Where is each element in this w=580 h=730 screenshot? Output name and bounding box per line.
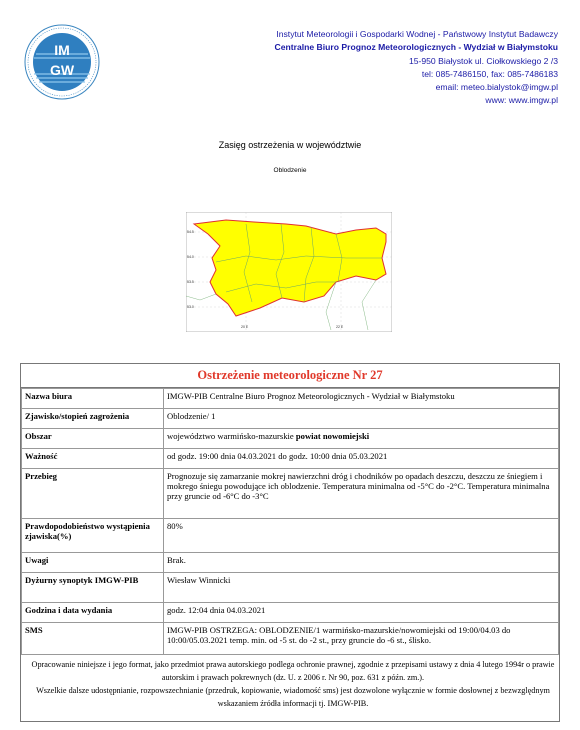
row-label: Zjawisko/stopień zagrożenia xyxy=(22,409,164,429)
header-email[interactable]: email: meteo.bialystok@imgw.pl xyxy=(435,82,558,93)
table-row xyxy=(22,623,559,655)
table-row xyxy=(22,449,559,469)
table-row xyxy=(22,573,559,603)
row-label: Ważność xyxy=(22,449,164,469)
row-label: Uwagi xyxy=(22,553,164,573)
row-value: IMGW-PIB Centralne Biuro Prognoz Meteorologicznych - Wydział w Białymstoku xyxy=(164,389,559,409)
logo-text-top: IM xyxy=(54,42,70,58)
row-label: Obszar xyxy=(22,429,164,449)
logo-text-bottom: GW xyxy=(49,62,75,78)
row-label: Dyżurny synoptyk IMGW-PIB xyxy=(22,573,164,603)
header-institute: Instytut Meteorologii i Gospodarki Wodnej - Państwowy Instytut Badawczy xyxy=(276,29,558,39)
row-label: Godzina i data wydania xyxy=(22,603,164,623)
area-region: województwo warmińsko-mazurskie xyxy=(167,431,294,441)
row-label: SMS xyxy=(22,623,164,655)
warning-panel xyxy=(20,363,560,722)
footer-copyright: Opracowanie niniejsze i jego format, jako przedmiot prawa autorskiego podlega ochronie prawnej, zgodnie z przepisami ustawy z dnia 4 lutego 1994r o prawie autorskim i prawach pokrewnych (dz. U. z 2006 r. Nr 90, poz. 631 z późn. zm.). xyxy=(31,660,555,682)
header-website[interactable]: www: www.imgw.pl xyxy=(485,95,558,106)
institute-header xyxy=(178,28,558,108)
imgw-logo-icon xyxy=(24,24,100,100)
table-row xyxy=(22,429,559,449)
lon-label-2: 22 E xyxy=(336,325,344,329)
header-phone: tel: 085-7486150, fax: 085-7486183 xyxy=(421,68,558,79)
lon-label-1: 20 E xyxy=(241,325,249,329)
map-title: Zasięg ostrzeżenia w województwie xyxy=(218,140,362,150)
svg-text:53.0: 53.0 xyxy=(187,305,194,309)
header-address: 15-950 Białystok ul. Ciołkowskiego 2 /3 xyxy=(408,55,558,66)
region-map xyxy=(186,212,392,332)
row-value: IMGW-PIB OSTRZEGA: OBLODZENIE/1 warmińsko-mazurskie/nowomiejski od 19:00/04.03 do 10:00/05.03.2021 temp. min. od -5 st. do -2 st., przy gruncie do -6 st., ślisko. xyxy=(164,623,559,655)
table-row xyxy=(22,519,559,553)
svg-text:54.5: 54.5 xyxy=(187,230,194,234)
warning-title: Ostrzeżenie meteorologiczne Nr 27 xyxy=(21,364,559,388)
table-row xyxy=(22,389,559,409)
row-value xyxy=(164,429,559,449)
row-value: Prognozuje się zamarzanie mokrej nawierzchni dróg i chodników po opadach deszczu, deszczu ze śniegiem i mokrego śniegu powodujące ich oblodzenie. Temperatura minimalna od -5°C do -2°C. Temperatura minimalna przy gruncie od -6°C do -3°C xyxy=(164,469,559,519)
svg-text:54.0: 54.0 xyxy=(187,255,194,259)
footer-distribution: Wszelkie dalsze udostępnianie, rozpowszechnianie (przedruk, kopiowanie, wiadomość sms) jest dozwolone wyłącznie w formie dosłownej z bezwzględnym wskazaniem źródła informacji tj. IMGW-PIB. xyxy=(36,686,550,708)
row-label: Przebieg xyxy=(22,469,164,519)
row-value: Brak. xyxy=(164,553,559,573)
table-row xyxy=(22,469,559,519)
table-row xyxy=(22,553,559,573)
row-value: od godz. 19:00 dnia 04.03.2021 do godz. 10:00 dnia 05.03.2021 xyxy=(164,449,559,469)
row-label: Prawdopodobieństwo wystąpienia zjawiska(%) xyxy=(22,519,164,553)
warning-table xyxy=(21,388,559,655)
row-label: Nazwa biura xyxy=(22,389,164,409)
table-row xyxy=(22,603,559,623)
row-value: 80% xyxy=(164,519,559,553)
row-value: godz. 12:04 dnia 04.03.2021 xyxy=(164,603,559,623)
row-value: Oblodzenie/ 1 xyxy=(164,409,559,429)
svg-text:53.5: 53.5 xyxy=(187,280,194,284)
header-office: Centralne Biuro Prognoz Meteorologicznych - Wydział w Białymstoku xyxy=(274,42,558,53)
copyright-footer xyxy=(21,658,565,710)
table-row xyxy=(22,409,559,429)
map-subtitle: Oblodzenie xyxy=(273,167,307,174)
row-value: Wiesław Winnicki xyxy=(164,573,559,603)
area-district: powiat nowomiejski xyxy=(295,431,370,441)
